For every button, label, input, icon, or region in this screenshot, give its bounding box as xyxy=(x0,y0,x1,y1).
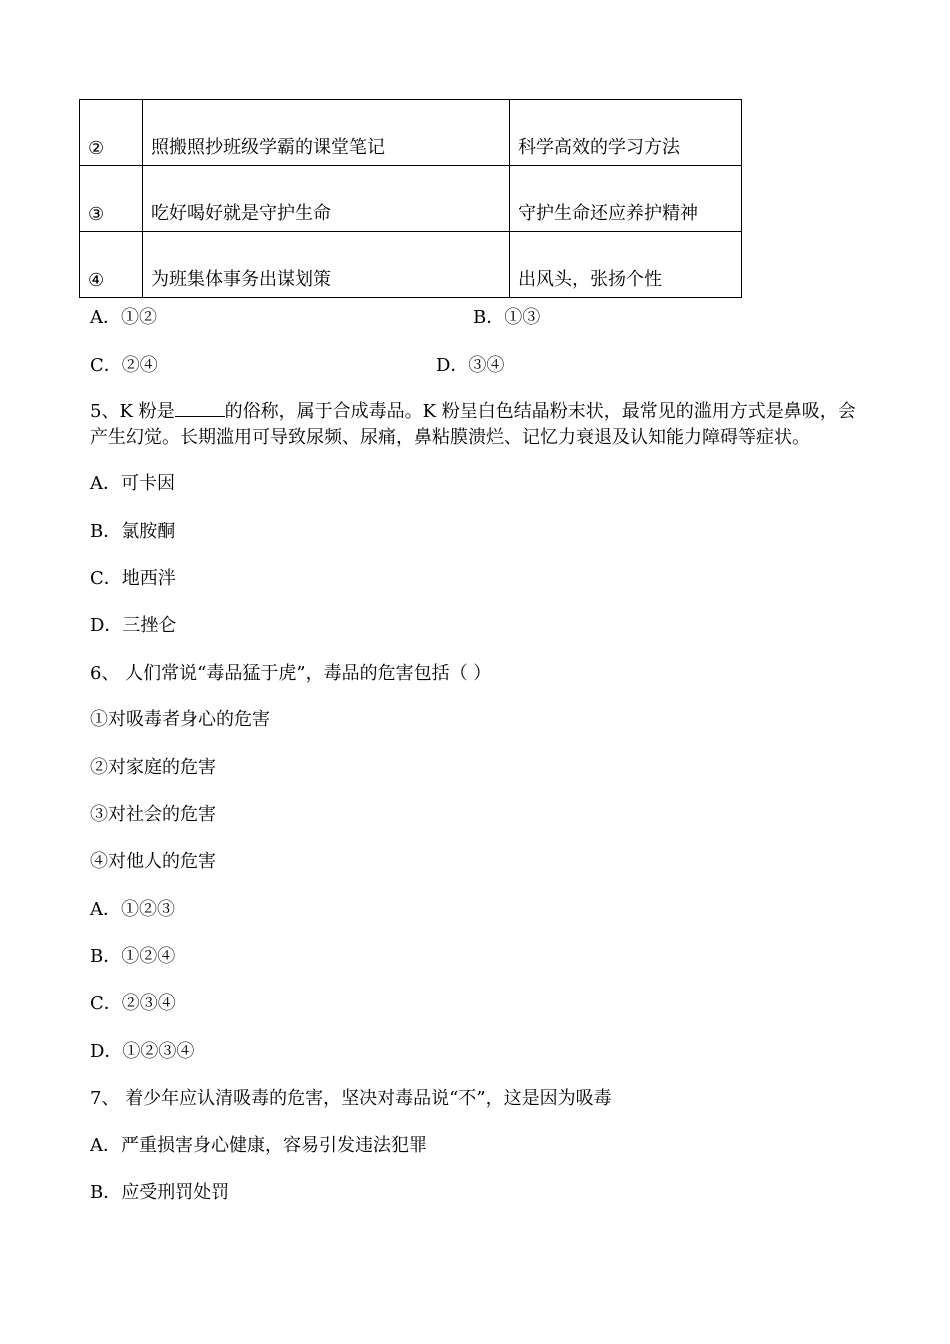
q5-stem-part1: 5、K 粉是 xyxy=(90,401,175,422)
table-cell-action: 为班集体事务出谋划策 xyxy=(143,232,510,298)
q6-item-1: ①对吸毒者身心的危害 xyxy=(90,709,270,730)
q6-option-d: D．①②③④ xyxy=(90,1041,195,1062)
table-cell-num: ④ xyxy=(80,232,143,298)
q6-option-b: B．①②④ xyxy=(90,946,176,967)
q4-option-b: B．①③ xyxy=(473,307,541,328)
q7-option-a: A．严重损害身心健康，容易引发违法犯罪 xyxy=(90,1135,427,1156)
q6-option-a: A．①②③ xyxy=(90,899,175,920)
q6-option-c: C．②③④ xyxy=(90,993,176,1014)
q5-option-b: B．氯胺酮 xyxy=(90,521,176,542)
q7-stem: 7、 着少年应认清吸毒的危害，坚决对毒品说“不”，这是因为吸毒 xyxy=(90,1088,612,1109)
q5-option-a: A．可卡因 xyxy=(90,473,175,494)
q6-item-3: ③对社会的危害 xyxy=(90,804,216,825)
q5-option-c: C．地西泮 xyxy=(90,568,176,589)
table-cell-comment: 出风头，张扬个性 xyxy=(510,232,742,298)
table-cell-comment: 科学高效的学习方法 xyxy=(510,100,742,166)
q5-stem-line1 xyxy=(90,400,856,424)
table-row xyxy=(80,100,742,166)
q4-option-a: A．①② xyxy=(90,307,157,328)
q6-stem: 6、 人们常说“毒品猛于虎”，毒品的危害包括（ ） xyxy=(90,663,492,684)
table-cell-action: 照搬照抄班级学霸的课堂笔记 xyxy=(143,100,510,166)
q5-option-d: D．三挫仑 xyxy=(90,615,177,636)
answer-blank xyxy=(175,400,225,417)
q6-item-4: ④对他人的危害 xyxy=(90,851,216,872)
q5-stem-line2: 产生幻觉。长期滥用可导致尿频、尿痛，鼻粘膜溃烂、记忆力衰退及认知能力障碍等症状。 xyxy=(90,427,810,448)
table-cell-num: ② xyxy=(80,100,143,166)
q7-option-b: B．应受刑罚处罚 xyxy=(90,1182,230,1203)
question-4-table xyxy=(79,99,742,298)
table-row xyxy=(80,232,742,298)
table-row xyxy=(80,166,742,232)
table-cell-comment: 守护生命还应养护精神 xyxy=(510,166,742,232)
q5-stem-part2: 的俗称，属于合成毒品。K 粉呈白色结晶粉末状，最常见的滥用方式是鼻吸，会 xyxy=(224,401,856,422)
q6-item-2: ②对家庭的危害 xyxy=(90,757,216,778)
q4-option-c: C．②④ xyxy=(90,355,158,376)
q4-option-d: D．③④ xyxy=(436,355,505,376)
table-cell-num: ③ xyxy=(80,166,143,232)
table-cell-action: 吃好喝好就是守护生命 xyxy=(143,166,510,232)
